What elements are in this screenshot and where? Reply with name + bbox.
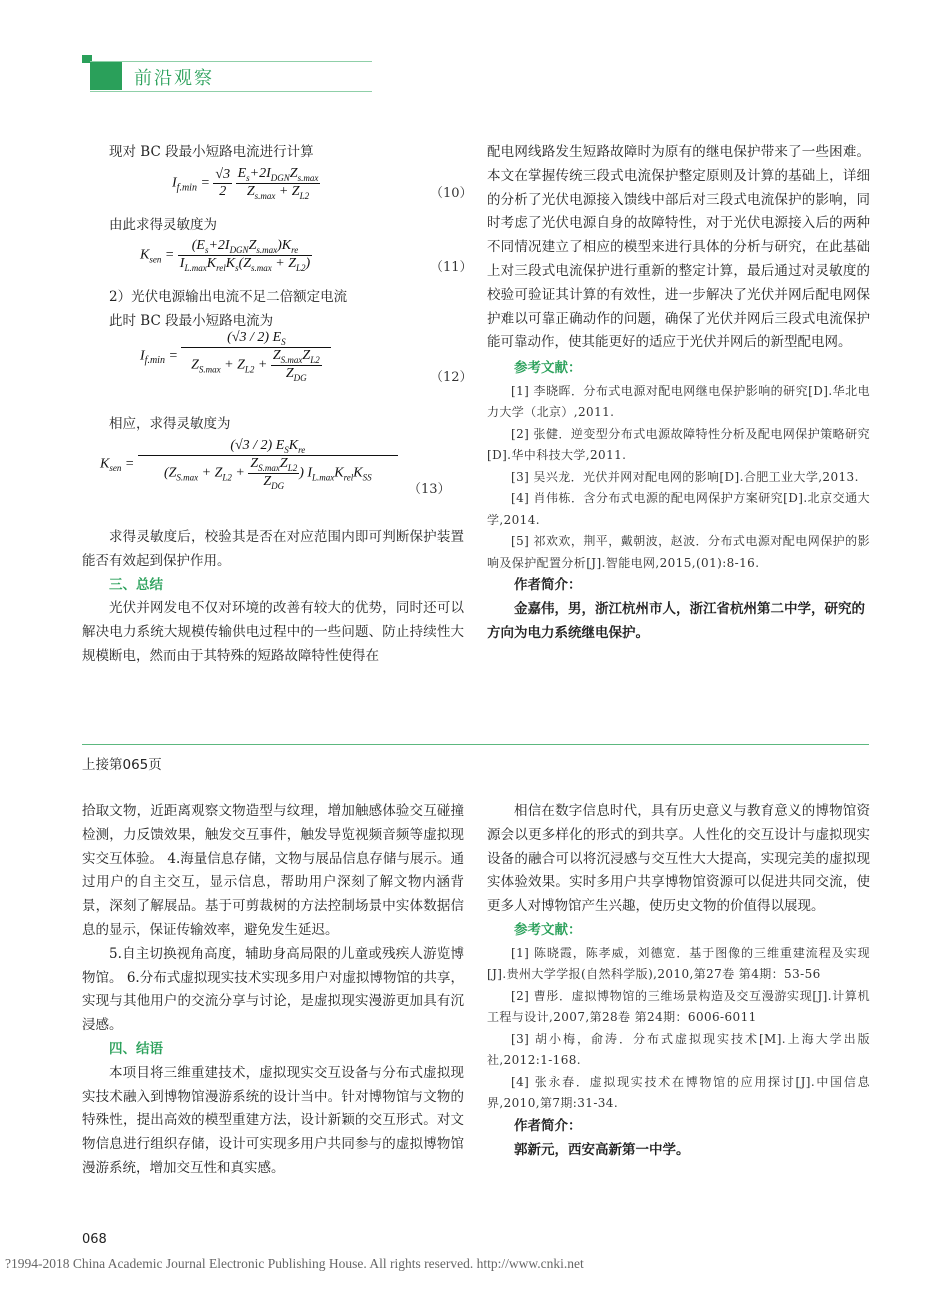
section-header-title: 前沿观察 <box>134 68 214 89</box>
paragraph: 相应，求得灵敏度为 <box>109 416 231 432</box>
reference-item: [2] 曹彤．虚拟博物馆的三维场景构造及交互漫游实现[J].计算机工程与设计,2007,第28卷 第24期：6006-6011 <box>487 988 870 1025</box>
text-block <box>82 526 464 669</box>
references-heading: 参考文献： <box>514 921 582 938</box>
header-rule-top <box>90 61 372 62</box>
references-heading: 参考文献： <box>514 360 582 377</box>
paragraph: 由此求得灵敏度为 <box>109 217 217 233</box>
paragraph: 相信在数字信息时代，具有历史意义与教育意义的博物馆资源会以更多样化的形式的到共享。人性化的交互设计与虚拟现实设备的融合可以将沉浸感与交互性大大提高，实现完美的虚拟现实体验效果。实时多用户共享博物馆资源可以促进共同交流，使更多人对博物馆产生兴趣，使历史文物的价值得以展现。 <box>487 803 870 915</box>
paragraph: 2）光伏电源输出电流不足二倍额定电流 <box>109 289 348 305</box>
text-block <box>82 413 464 437</box>
paragraph: 求得灵敏度后，校验其是否在对应范围内即可判断保护装置能否有效起到保护作用。 <box>82 529 464 569</box>
reference-item: [3] 胡小梅，俞涛．分布式虚拟现实技术[M].上海大学出版社,2012:1-168. <box>487 1031 870 1068</box>
equation-number: （11） <box>430 260 473 275</box>
paragraph: 5.自主切换视角高度，辅助身高局限的儿童或残疾人游览博物馆。 6.分布式虚拟现实技术实现多用户对虚拟博物馆的共享，实现与其他用户的交流分享与讨论，是虚拟现实漫游更加具有沉浸感。 <box>82 945 464 1034</box>
continued-from-label: 上接第065页 <box>82 757 162 773</box>
equation-13: $K_{sen}$ = (√3 / 2) $E_SK_{re}$ ($Z_{S.max} + Z_{L2}$ + $\frac{Z_{S.max}Z_{L2}}{Z_{DG}}$ ) $I_{L.max}K_{rel}K_{SS}$ <box>100 438 398 490</box>
top-right-column <box>487 141 870 646</box>
reference-item: [5] 祁欢欢，荆平，戴朝波，赵波．分布式电源对配电网保护的影响及保护配置分析[J].智能电网,2015,(01):8-16. <box>487 534 870 570</box>
section-divider <box>82 744 869 745</box>
paragraph: 光伏并网发电不仅对环境的改善有较大的优势，同时还可以解决电力系统大规模传输供电过程中的一些问题、防止持续性大规模断电，然而由于其特殊的短路故障特性使得在 <box>82 600 464 664</box>
header-rule-bottom <box>90 91 372 92</box>
reference-item: [2] 张健．逆变型分布式电源故障特性分析及配电网保护策略研究[D].华中科技大学,2011. <box>487 426 870 463</box>
section-heading: 三、总结 <box>109 576 163 593</box>
author-bio: 金嘉伟，男，浙江杭州市人，浙江省杭州第二中学，研究的方向为电力系统继电保护。 <box>487 601 865 642</box>
section-heading: 四、结语 <box>109 1040 163 1057</box>
equation-number: （12） <box>430 370 473 385</box>
author-heading: 作者简介： <box>514 1117 582 1134</box>
paragraph: 现对 BC 段最小短路电流进行计算 <box>109 144 314 160</box>
text-block <box>82 286 464 334</box>
top-left-column <box>82 141 464 165</box>
equation-number: （10） <box>430 186 473 201</box>
copyright-footer: ?1994-2018 China Academic Journal Electronic Publishing House. All rights reserved. http://www.cnki.net <box>5 1256 584 1271</box>
paragraph: 本项目将三维重建技术，虚拟现实交互设备与分布式虚拟现实技术融入到博物馆漫游系统的设计当中。针对博物馆与文物的特殊性，提出高效的模型重建方法，设计新颖的交互形式。对文物信息进行组织存储，设计可实现多用户共同参与的虚拟博物馆漫游系统，增加交互性和真实感。 <box>82 1064 464 1176</box>
bottom-left-column <box>82 800 464 1181</box>
reference-item: [4] 张永春．虚拟现实技术在博物馆的应用探讨[J].中国信息界,2010,第7期:31-34. <box>487 1074 870 1111</box>
equation-number: （13） <box>408 482 451 497</box>
paragraph: 此时 BC 段最小短路电流为 <box>109 312 274 329</box>
reference-item: [1] 陈晓霞，陈孝威，刘德宽．基于图像的三维重建流程及实现[J].贵州大学学报(自然科学版),2010,第27卷 第4期：53-56 <box>487 945 870 982</box>
reference-item: [1] 李晓晖．分布式电源对配电网继电保护影响的研究[D].华北电力大学（北京）,2011. <box>487 383 870 420</box>
text-block <box>82 214 464 238</box>
equation-12: $I_{f.min}$ = (√3 / 2) $E_S$ $Z_{S.max} + Z_{L2}$ + $\frac{Z_{S.max}Z_{L2}}{Z_{DG}}$ <box>140 330 331 382</box>
equation-11: $K_{sen}$ = $\frac{(E_s+2I_{DGN}Z_{s.max})K_{re}}{I_{L.max}K_{rel}K_s(Z_{s.max} + Z_{L2})}$ <box>140 238 311 273</box>
equation-10: $I_{f.min}$ = $\frac{√3}{2}$ $\frac{E_s+2I_{DGN}Z_{s.max}}{Z_{s.max} + Z_{L2}}$ <box>172 166 319 201</box>
header-accent-block <box>90 62 122 90</box>
reference-item: [4] 肖伟栋．含分布式电源的配电网保护方案研究[D].北京交通大学,2014. <box>487 491 870 527</box>
paragraph: 拾取文物，近距离观察文物造型与纹理，增加触感体验交互碰撞检测，力反馈效果，触发交互事件，触发导览视频音频等虚拟现实交互体验。 4.海量信息存储，文物与展品信息存储与展示。通过用户的自主交互，显示信息，帮助用户深刻了解文物内涵背景，深刻了解展品。基于可剪裁树的方法控制场景中实体数据信息的显示，保证传输效率，避免发生延迟。 <box>82 803 464 938</box>
author-bio: 郭新元，西安高新第一中学。 <box>514 1141 690 1158</box>
reference-item: [3] 吴兴龙．光伏并网对配电网的影响[D].合肥工业大学,2013. <box>511 469 859 484</box>
author-heading: 作者简介： <box>514 577 582 594</box>
page-number: 068 <box>82 1232 107 1247</box>
bottom-right-column <box>487 800 870 1162</box>
paragraph: 配电网线路发生短路故障时为原有的继电保护带来了一些困难。本文在掌握传统三段式电流保护整定原则及计算的基础上，详细的分析了光伏电源接入馈线中部后对三段式电流保护的影响，同时考虑了光伏电源自身的故障特性，对于光伏电源接入后的两种不同情况建立了相应的模型来进行具体的分析与研究，在此基础上对三段式电流保护进行重新的整定计算，最后通过对灵敏度的校验可验证其计算的有效性，进一步解决了光伏并网后配电网保护难以可靠正确动作的问题，确保了光伏并网后三段式电流保护能可靠动作，使其能更好的适应于光伏并网后的新型配电网。 <box>487 144 870 351</box>
